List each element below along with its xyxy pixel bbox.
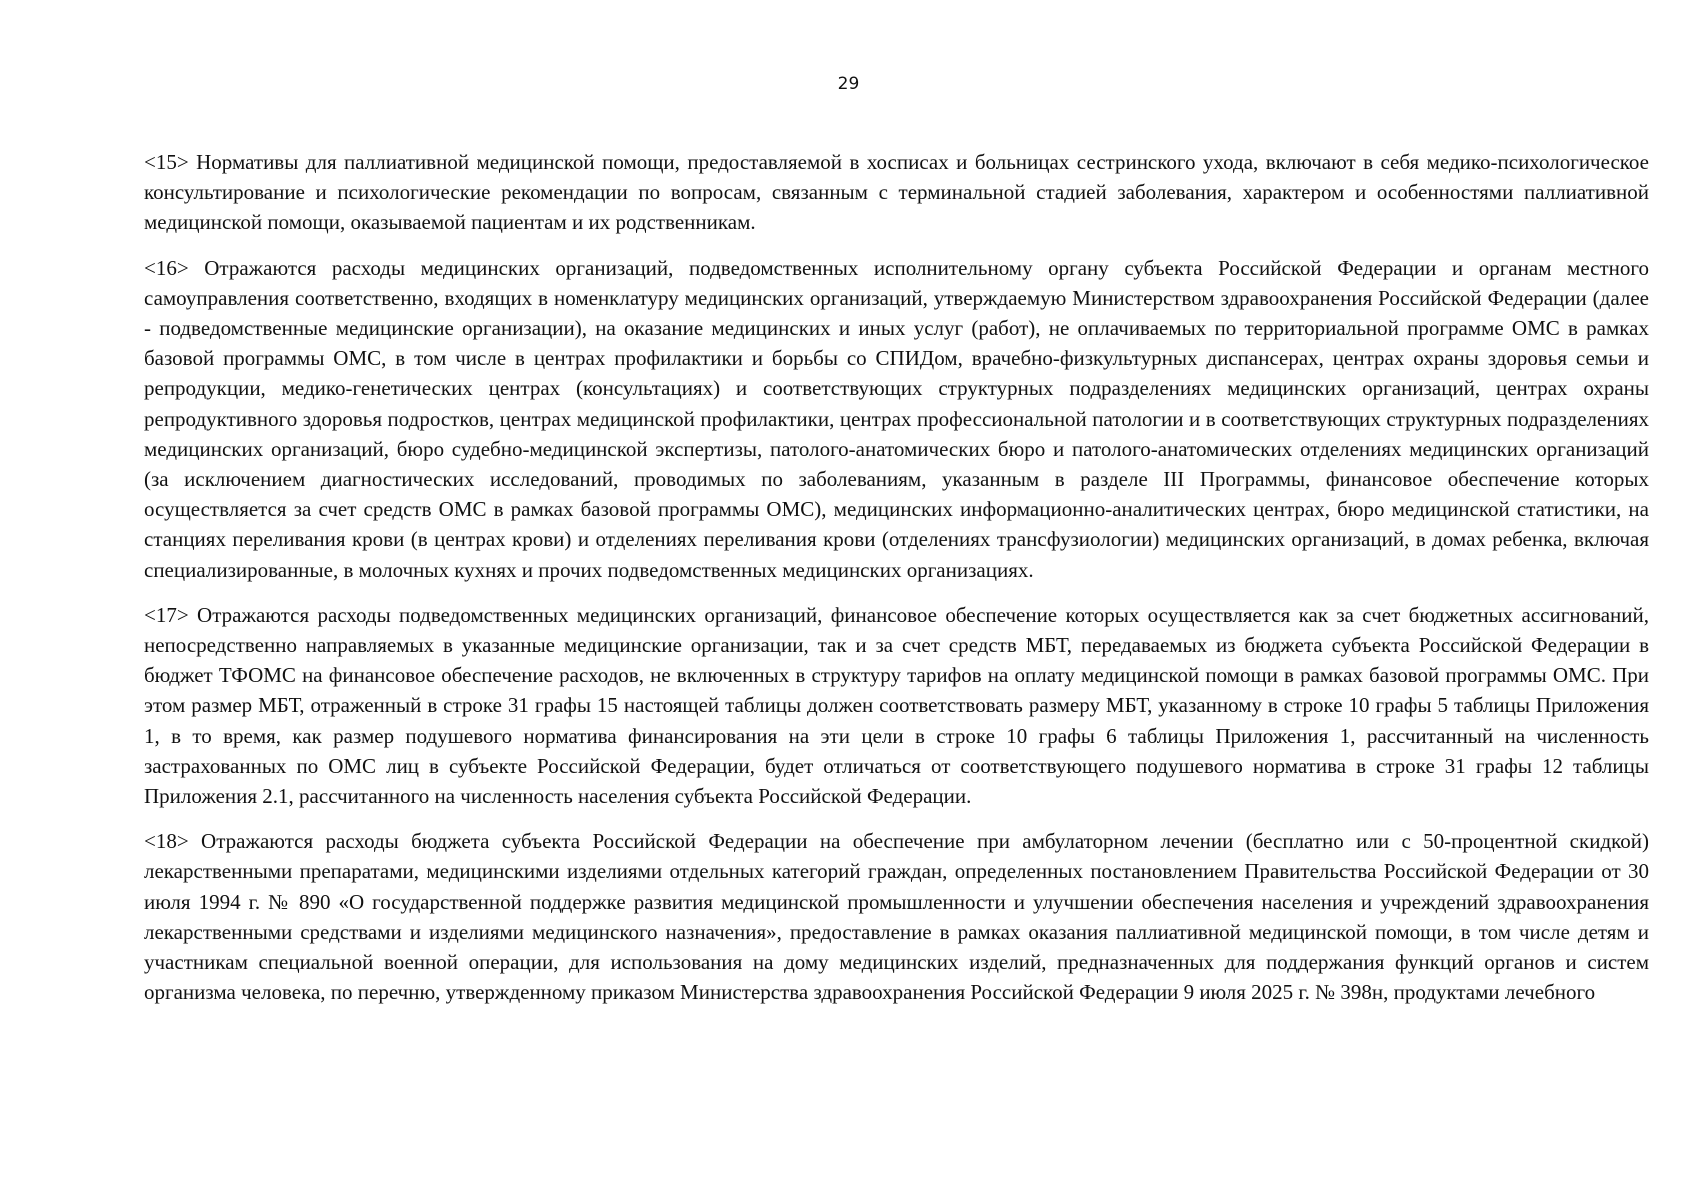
note-15: <15> Нормативы для паллиативной медицинской помощи, предоставляемой в хосписах и больницах сестринского ухода, включают в себя медико-психологическое консультирование и психологические рекомендации по вопросам, связанным с терминальной стадией заболевания, характером и особенностями паллиативной медицинской помощи, оказываемой пациентам и их родственникам. [144,150,1649,235]
note-18: <18> Отражаются расходы бюджета субъекта Российской Федерации на обеспечение при амбулаторном лечении (бесплатно или с 50-процентной скидкой) лекарственными препаратами, медицинскими изделиями отдельных категорий граждан, определенных постановлением Правительства Российской Федерации от 30 июля 1994 г. № 890 «О государственной поддержке развития медицинской промышленности и улучшении обеспечения населения и учреждений здравоохранения лекарственными средствами и изделиями медицинского назначения», предоставление в рамках оказания паллиативной медицинской помощи, в том числе детям и участникам специальной военной операции, для использования на дому медицинских изделий, предназначенных для поддержания функций органов и систем организма человека, по перечню, утвержденному приказом Министерства здравоохранения Российской Федерации 9 июля 2025 г. № 398н, продуктами лечебного [144,829,1649,1005]
note-17: <17> Отражаются расходы подведомственных медицинских организаций, финансовое обеспечение которых осуществляется как за счет бюджетных ассигнований, непосредственно направляемых в указанные медицинские организации, так и за счет средств МБТ, передаваемых из бюджета субъекта Российской Федерации в бюджет ТФОМС на финансовое обеспечение расходов, не включенных в структуру тарифов на оплату медицинской помощи в рамках базовой программы ОМС. При этом размер МБТ, отраженный в строке 31 графы 15 настоящей таблицы должен соответствовать размеру МБТ, указанному в строке 10 графы 5 таблицы Приложения 1, в то время, как размер подушевого норматива финансирования на эти цели в строке 10 графы 6 таблицы Приложения 1, рассчитанный на численность застрахованных по ОМС лиц в субъекте Российской Федерации, будет отличаться от соответствующего подушевого норматива в строке 31 графы 12 таблицы Приложения 2.1, рассчитанного на численность населения субъекта Российской Федерации. [144,602,1649,809]
notes-content [144,147,1649,1022]
note-16: <16> Отражаются расходы медицинских организаций, подведомственных исполнительному органу субъекта Российской Федерации и органам местного самоуправления соответственно, входящих в номенклатуру медицинских организаций, утверждаемую Министерством здравоохранения Российской Федерации (далее - подведомственные медицинские организации), на оказание медицинских и иных услуг (работ), не оплачиваемых по территориальной программе ОМС в рамках базовой программы ОМС, в том числе в центрах профилактики и борьбы со СПИДом, врачебно-физкультурных диспансерах, центрах охраны здоровья семьи и репродукции, медико-генетических центрах (консультациях) и соответствующих структурных подразделениях медицинских организаций, центрах охраны репродуктивного здоровья подростков, центрах медицинской профилактики, центрах профессиональной патологии и в соответствующих структурных подразделениях медицинских организаций, бюро судебно-медицинской экспертизы, патолого-анатомических бюро и патолого-анатомических отделениях медицинских организаций (за исключением диагностических исследований, проводимых по заболеваниям, указанным в разделе III Программы, финансовое обеспечение которых осуществляется за счет средств ОМС в рамках базовой программы ОМС), медицинских информационно-аналитических центрах, бюро медицинской статистики, на станциях переливания крови (в центрах крови) и отделениях переливания крови (отделениях трансфузиологии) медицинских организаций, в домах ребенка, включая специализированные, в молочных кухнях и прочих подведомственных медицинских организациях. [144,255,1649,582]
page-number: 29 [837,74,860,94]
